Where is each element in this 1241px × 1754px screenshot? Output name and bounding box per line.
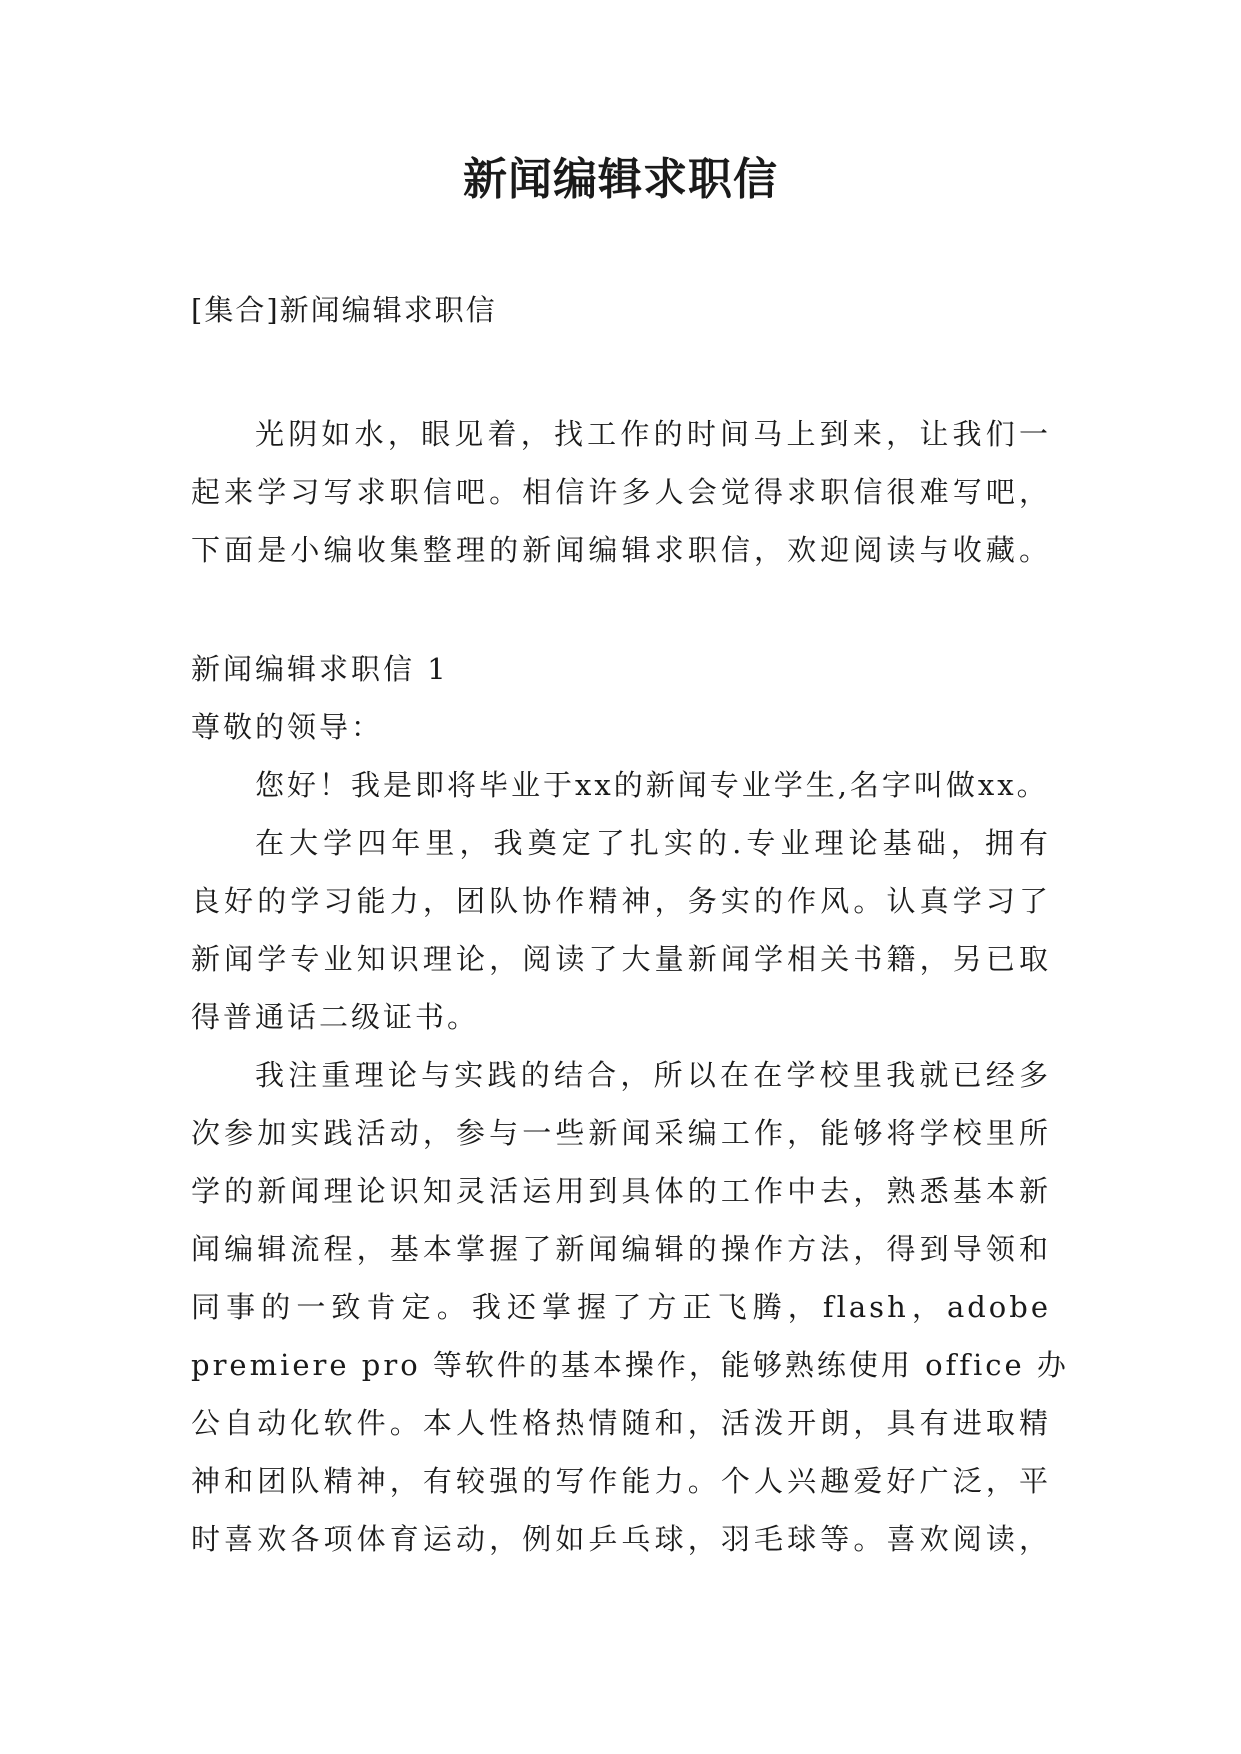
document-title: 新闻编辑求职信: [463, 154, 778, 205]
paragraph-line: 公自动化软件。本人性格热情随和，活泼开朗，具有进取精: [191, 1406, 1051, 1440]
paragraph-line: 新闻学专业知识理论，阅读了大量新闻学相关书籍，另已取: [191, 942, 1051, 976]
education-paragraph: [191, 814, 1051, 1046]
paragraph-line: 在大学四年里，我奠定了扎实的.专业理论基础，拥有: [255, 826, 1051, 860]
letter-heading: 新闻编辑求职信 1: [191, 652, 449, 686]
paragraph-line: 良好的学习能力，团队协作精神，务实的作风。认真学习了: [191, 884, 1051, 918]
paragraph-line: 神和团队精神，有较强的写作能力。个人兴趣爱好广泛，平: [191, 1464, 1051, 1498]
paragraph-line: 我注重理论与实践的结合，所以在在学校里我就已经多: [255, 1058, 1051, 1092]
intro-line: 起来学习写求职信吧。相信许多人会觉得求职信很难写吧，: [191, 475, 1051, 509]
salutation: 尊敬的领导：: [191, 710, 384, 744]
paragraph-line: 学的新闻理论识知灵活运用到具体的工作中去，熟悉基本新: [191, 1174, 1051, 1208]
paragraph-line: premiere pro 等软件的基本操作，能够熟练使用 office 办: [191, 1348, 1069, 1382]
document-subtitle: [集合]新闻编辑求职信: [191, 293, 497, 327]
paragraph-line: 时喜欢各项体育运动，例如乒乓球，羽毛球等。喜欢阅读，: [191, 1522, 1051, 1556]
paragraph-line: 闻编辑流程，基本掌握了新闻编辑的操作方法，得到导领和: [191, 1232, 1051, 1266]
intro-paragraph: [191, 405, 1051, 579]
paragraph-line: 次参加实践活动，参与一些新闻采编工作，能够将学校里所: [191, 1116, 1051, 1150]
paragraph-line: 得普通话二级证书。: [191, 1000, 480, 1034]
greeting-line: 您好！我是即将毕业于xx的新闻专业学生,名字叫做xx。: [255, 768, 1049, 802]
paragraph-line: 同事的一致肯定。我还掌握了方正飞腾，flash，adobe: [191, 1290, 1051, 1324]
practice-paragraph: [191, 1046, 1069, 1568]
intro-line: 下面是小编收集整理的新闻编辑求职信，欢迎阅读与收藏。: [191, 533, 1051, 567]
intro-line: 光阴如水，眼见着，找工作的时间马上到来，让我们一: [255, 417, 1051, 451]
greeting-paragraph: [191, 756, 1051, 814]
